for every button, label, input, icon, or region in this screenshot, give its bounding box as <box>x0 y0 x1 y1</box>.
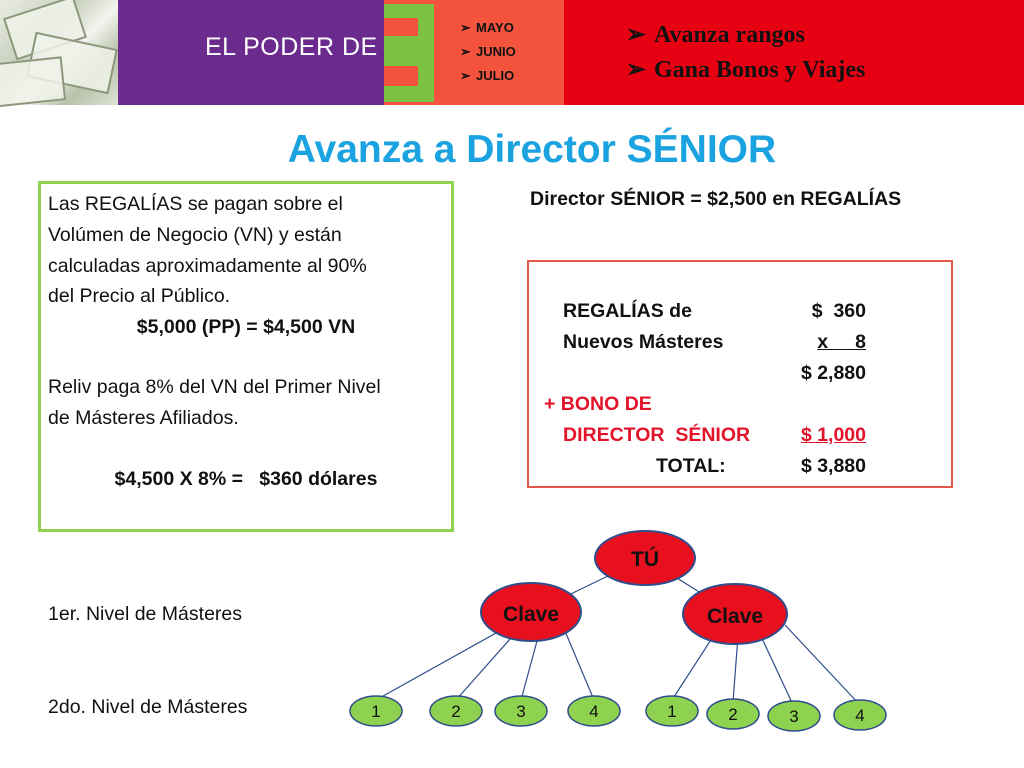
explanation-line: de Másteres Afiliados. <box>48 407 239 429</box>
root-node-label: TÚ <box>631 548 659 571</box>
royalties-value: $ 360 <box>811 300 866 322</box>
second-level-label: 2do. Nivel de Másteres <box>48 696 248 718</box>
bonus-value: $ 1,000 <box>800 424 866 446</box>
explanation-line: Volúmen de Negocio (VN) y están <box>48 224 342 246</box>
explanation-line: Las REGALÍAS se pagan sobre el <box>48 193 343 215</box>
explanation-line: del Precio al Público. <box>48 285 231 307</box>
total-label: TOTAL: <box>656 455 726 477</box>
new-masters-value: x 8 <box>817 331 866 353</box>
month-item: ➢ JULIO <box>460 68 515 83</box>
leaf-node-label: 1 <box>667 702 677 721</box>
explanation-line: Reliv paga 8% del VN del Primer Nivel <box>48 376 381 398</box>
royalties-label: REGALÍAS de <box>563 300 692 322</box>
first-level-label: 1er. Nivel de Másteres <box>48 603 243 625</box>
month-item: ➢ JUNIO <box>460 44 516 59</box>
leaf-node-label: 1 <box>371 702 381 721</box>
total-value: $ 3,880 <box>800 455 866 477</box>
key-node <box>481 583 581 641</box>
highlight-item: ➢ Gana Bonos y Viajes <box>626 57 866 83</box>
subtotal-value: $ 2,880 <box>800 362 866 384</box>
leaf-node-label: 2 <box>728 705 738 724</box>
leaf-node-label: 3 <box>516 702 526 721</box>
chevron-icon: ➢ <box>460 44 471 59</box>
chevron-icon: ➢ <box>460 20 471 35</box>
new-masters-label: Nuevos Másteres <box>563 331 724 353</box>
explanation-line: calculadas aproximadamente al 90% <box>48 255 367 277</box>
leaf-node-label: 2 <box>451 702 461 721</box>
bonus-label: + BONO DE <box>544 393 652 415</box>
volume-formula: $5,000 (PP) = $4,500 VN <box>136 316 356 338</box>
chevron-icon: ➢ <box>460 68 471 83</box>
bonus-label: DIRECTOR SÉNIOR <box>563 424 751 446</box>
royalty-formula: $4,500 X 8% = $360 dólares <box>114 468 378 490</box>
leaf-node-label: 4 <box>855 706 865 725</box>
chevron-icon: ➢ <box>626 22 647 48</box>
root-node <box>595 531 695 585</box>
leaf-node-label: 3 <box>789 707 799 726</box>
leaf-node-label: 4 <box>589 702 599 721</box>
senior-requirement: Director SÉNIOR = $2,500 en REGALÍAS <box>530 188 902 210</box>
page-title: Avanza a Director SÉNIOR <box>287 128 777 171</box>
highlight-item: ➢ Avanza rangos <box>626 22 805 48</box>
brand-text: EL PODER DE <box>205 33 378 61</box>
key-node <box>683 584 787 644</box>
chevron-icon: ➢ <box>626 57 647 83</box>
month-item: ➢ MAYO <box>460 20 514 35</box>
key-node-label: Clave <box>502 603 560 626</box>
key-node-label: Clave <box>706 605 764 628</box>
